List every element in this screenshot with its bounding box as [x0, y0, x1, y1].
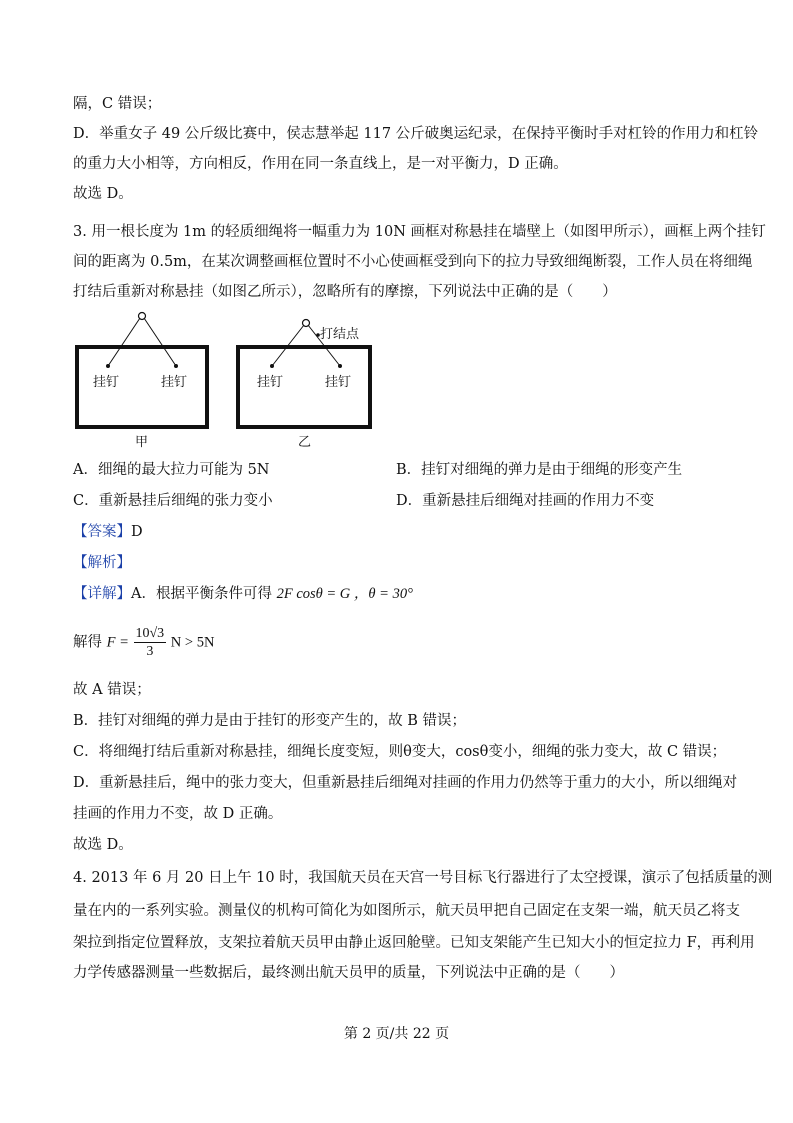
- caption-b: 乙: [298, 435, 312, 450]
- frame-figure: [60, 305, 380, 455]
- page-footer: 第 2 页/共 22 页: [343, 1026, 450, 1042]
- nail-label: 挂钉: [93, 375, 120, 390]
- caption-a: 甲: [135, 435, 149, 450]
- analysis-line: [73, 553, 131, 573]
- string-a-left: [108, 318, 140, 366]
- text-line: 故选 D。: [73, 186, 133, 202]
- question-3-line: 间的距离为 0.5m，在某次调整画框位置时不小心使画框受到向下的拉力导致细绳断裂，工作人员在将细绳: [73, 254, 753, 270]
- knot-label: 打结点: [320, 327, 360, 342]
- solve-lhs: F =: [106, 634, 129, 651]
- option-d: D．重新悬挂后细绳对挂画的作用力不变: [396, 493, 655, 509]
- text-line: 隔，C 错误；: [73, 96, 162, 112]
- text-line: 挂画的作用力不变，故 D 正确。: [73, 806, 283, 822]
- text-line: 的重力大小相等，方向相反，作用在同一条直线上，是一对平衡力，D 正确。: [73, 156, 568, 172]
- nail-label: 挂钉: [257, 375, 284, 390]
- solve-line: [73, 625, 214, 660]
- question-3-line: 3. 用一根长度为 1m 的轻质细绳将一幅重力为 10N 画框对称悬挂在墙壁上（如图甲所示），画框上两个挂钉: [73, 224, 766, 240]
- text-line: C．将细绳打结后重新对称悬挂，细绳长度变短，则θ变大，cosθ变小，细绳的张力变大，故 C 错误；: [73, 744, 727, 760]
- question-4-line: 架拉到指定位置释放，支架拉着航天员甲由静止返回舱壁。已知支架能产生已知大小的恒定拉力 F，再利用: [73, 935, 755, 951]
- text-line: D．重新悬挂后，绳中的张力变大，但重新悬挂后细绳对挂画的作用力仍然等于重力的大小，所以细绳对: [73, 775, 738, 791]
- answer-line: [73, 522, 143, 542]
- nail-b-left: [270, 364, 274, 368]
- option-b: B．挂钉对细绳的弹力是由于细绳的形变产生: [396, 462, 683, 478]
- text-line: B．挂钉对细绳的弹力是由于挂钉的形变产生的，故 B 错误；: [73, 713, 467, 729]
- fraction-numerator: 10√3: [135, 626, 165, 641]
- nail-a-left: [106, 364, 110, 368]
- nail-label: 挂钉: [161, 375, 188, 390]
- nail-a-right: [174, 364, 178, 368]
- figure-b: [238, 320, 370, 451]
- fraction-denominator: 3: [146, 644, 154, 659]
- string-a-right: [144, 318, 176, 366]
- option-c: C．重新悬挂后细绳的张力变小: [73, 493, 273, 509]
- answer-tag: 【答案】: [73, 524, 131, 540]
- text-line: D．举重女子 49 公斤级比赛中，侯志慧举起 117 公斤破奥运纪录，在保持平衡时手对杠铃的作用力和杠铃: [73, 126, 759, 142]
- detail-a-text: A．根据平衡条件可得: [131, 586, 272, 602]
- text-line: 故选 D。: [73, 837, 133, 853]
- question-4-line: 力学传感器测量一些数据后，最终测出航天员甲的质量，下列说法中正确的是（ ）: [73, 965, 624, 981]
- detail-tag: 【详解】: [73, 586, 131, 602]
- nail-label: 挂钉: [325, 375, 352, 390]
- answer-value: D: [131, 524, 143, 540]
- detail-a-line: [73, 584, 413, 604]
- option-a: A．细绳的最大拉力可能为 5N: [73, 462, 270, 478]
- question-4-line: 4. 2013 年 6 月 20 日上午 10 时，我国航天员在天宫一号目标飞行器进行了太空授课，演示了包括质量的测: [73, 870, 773, 886]
- nail-b-right: [338, 364, 342, 368]
- question-4-line: 量在内的一系列实验。测量仪的机构可简化为如图所示，航天员甲把自己固定在支架一端，航天员乙将支: [73, 903, 740, 919]
- analysis-tag: 【解析】: [73, 555, 131, 571]
- solve-prefix: 解得: [73, 634, 102, 651]
- question-3-line: 打结后重新对称悬挂（如图乙所示），忽略所有的摩擦，下列说法中正确的是（ ）: [73, 284, 617, 300]
- text-line: 故 A 错误；: [73, 682, 151, 698]
- fraction: [134, 625, 167, 660]
- detail-a-equation: 2F cosθ = G ，θ = 30°: [276, 586, 413, 602]
- figure-a: [77, 313, 207, 451]
- solve-rhs: N > 5N: [170, 634, 215, 651]
